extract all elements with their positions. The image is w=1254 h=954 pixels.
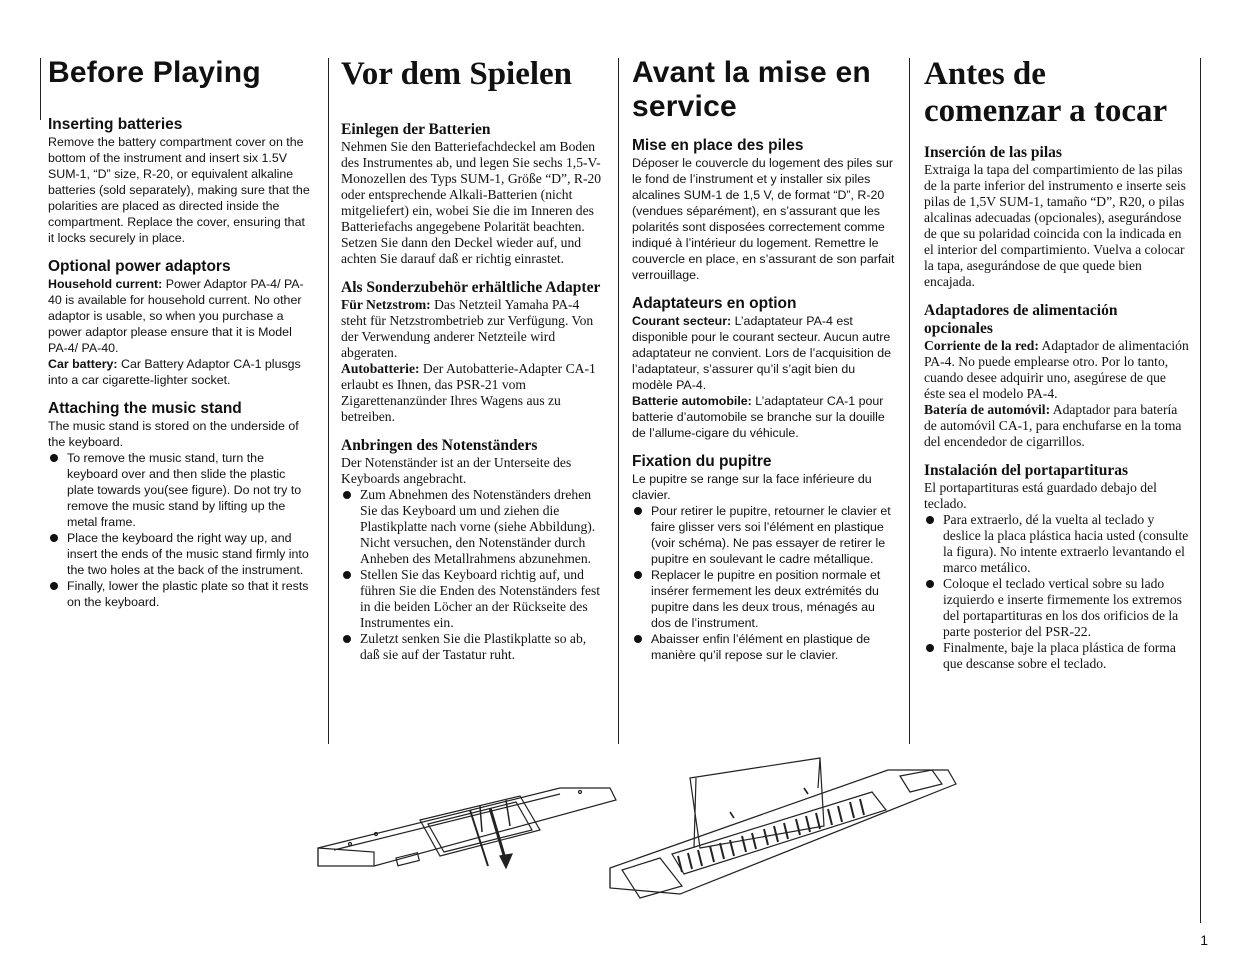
paragraph <box>48 276 314 356</box>
section-heading: Adaptadores de alimentación opcionales <box>924 301 1118 337</box>
paragraph <box>632 313 896 393</box>
term-label: Courant secteur: <box>632 314 732 329</box>
section-batteries <box>48 116 314 246</box>
column-rule <box>40 58 41 120</box>
section-heading: Adaptateurs en option <box>632 295 797 313</box>
term-text: Adaptador de alimentación PA-4. No puede emplearse otro. Por lo tanto, cuando desee adquirir uno, asegúrese de que éste sea el modelo PA-4. <box>924 337 1189 401</box>
paragraph: Déposer le couvercle du logement des piles sur le fond de l’instrument et y installer six piles alcalines SUM-1 de 1,5 V, de format “D”, R-20 (vendues séparément), en s’assurant que les polarités sont disposées correctement comme indiqué à l’intérieur du logement. Remettre le couvercle en place, en s’assurant de son parfait verrouillage. <box>632 156 895 283</box>
bullet-list <box>924 512 1190 672</box>
term-label: Batería de automóvil: <box>924 401 1051 417</box>
page-title: Vor dem Spielen <box>341 56 573 92</box>
term-text: Das Netzteil Yamaha PA-4 steht für Netzstrombetrieb zur Verfügung. Von der Verwendung anderer Netzteile wird abgeraten. <box>341 296 594 360</box>
section-heading: Fixation du pupitre <box>632 453 772 471</box>
list-item: Abaisser enfin l’élément en plastique de manière qu’il repose sur le clavier. <box>632 631 896 663</box>
section-heading: Anbringen des Notenständers <box>341 436 538 454</box>
column-german <box>341 48 605 663</box>
column-rule <box>1200 58 1201 923</box>
term-label: Car battery: <box>48 356 118 371</box>
section-heading: Optional power adaptors <box>48 257 231 275</box>
section-adaptors <box>341 279 605 425</box>
list-item: Pour retirer le pupitre, retourner le clavier et faire glisser vers soi l’élément en plastique (voir schéma). Ne pas essayer de retirer le pupitre en soulevant le cadre métallique. <box>632 503 896 567</box>
term-text: Adaptador para batería de automóvil CA-1, para enchufarse en la toma del encendedor de cigarrillos. <box>924 401 1182 449</box>
page-title: Before Playing <box>48 56 261 89</box>
paragraph: Remove the battery compartment cover on the bottom of the instrument and insert six 1.5V SUM-1, “D” size, R-20, or equivalent alkaline batteries (sold separately), making sure that the polarities are placed as directed inside the compartment. Replace the cover, ensuring that it locks securely in place. <box>48 134 310 245</box>
section-adaptors <box>48 258 314 388</box>
list-item: Finalmente, baje la placa plástica de forma que descanse sobre el teclado. <box>924 640 1190 672</box>
list-item: Para extraerlo, dé la vuelta al teclado y deslice la placa plástica hacia usted (consulte la figura). No intente extraerlo levantando el marco metálico. <box>924 512 1190 576</box>
paragraph: El portapartituras está guardado debajo del teclado. <box>924 479 1157 511</box>
term-label: Corriente de la red: <box>924 337 1039 353</box>
column-rule <box>909 58 910 744</box>
term-text: Der Autobatterie-Adapter CA-1 erlaubt es Ihnen, das PSR-21 vom Zigarettenanzünder Ihres Wagens aus zu betreiben. <box>341 360 596 424</box>
keyboard-underside-drawing <box>318 788 616 868</box>
paragraph: The music stand is stored on the underside of the keyboard. <box>48 418 299 449</box>
list-item: Finally, lower the plastic plate so that it rests on the keyboard. <box>48 578 314 610</box>
term-label: Autobatterie: <box>341 360 420 376</box>
paragraph <box>341 361 605 425</box>
term-text: Power Adaptor PA-4/ PA-40 is available for household current. No other adaptor is usable, so when you purchase a power adaptor please ensure that it is Model PA-4/ PA-40. <box>48 276 304 355</box>
page-title: Avant la mise en service <box>632 56 871 123</box>
bullet-list <box>341 487 605 663</box>
column-rule <box>328 58 329 744</box>
paragraph <box>632 393 896 441</box>
paragraph <box>48 356 314 388</box>
keyboard-with-music-stand-drawing <box>610 758 956 898</box>
section-adaptors <box>924 302 1190 450</box>
term-label: Batterie automobile: <box>632 394 752 409</box>
term-text: L’adaptateur CA-1 pour batterie d’automobile se branche sur la douille de l’allume-cigare du véhicule. <box>632 394 885 441</box>
list-item: Place the keyboard the right way up, and insert the ends of the music stand firmly into the two holes at the back of the instrument. <box>48 530 314 578</box>
section-batteries <box>632 137 896 283</box>
section-batteries <box>341 121 605 267</box>
bullet-list <box>48 450 314 610</box>
paragraph: Der Notenständer ist an der Unterseite des Keyboards angebracht. <box>341 454 572 486</box>
page-number: 1 <box>1200 932 1208 948</box>
paragraph: Extraiga la tapa del compartimiento de las pilas de la parte inferior del instrumento e inserte seis pilas de 1,5V SUM-1, tamaño “D”, R20, o pilas alcalinas adecuadas (opcionales), asegurándose de que su polaridad coincida con la indicada en el interior del compartimiento. Vuelva a colocar la tapa, asegurándose de que quede bien encajada. <box>924 161 1186 289</box>
bullet-list <box>632 503 896 663</box>
section-music-stand <box>924 462 1190 672</box>
section-heading: Attaching the music stand <box>48 399 242 417</box>
paragraph: Le pupitre se range sur la face inférieure du clavier. <box>632 472 872 503</box>
list-item: To remove the music stand, turn the keyboard over and then slide the plastic plate towards you(see figure). Do not try to remove the music stand by lifting up the metal frame. <box>48 450 314 530</box>
paragraph <box>924 338 1190 402</box>
list-item: Zum Abnehmen des Notenständers drehen Sie das Keyboard um und ziehen die Plastikplatte nach vorne (siehe Abbildung). Nicht versuchen, den Notenständer durch Anheben des Metallrahmens abzunehmen. <box>341 487 605 567</box>
paragraph <box>924 402 1190 450</box>
term-label: Household current: <box>48 276 163 291</box>
section-heading: Einlegen der Batterien <box>341 120 491 138</box>
keyboard-illustration <box>310 748 960 916</box>
section-heading: Instalación del portapartituras <box>924 461 1129 479</box>
section-adaptors <box>632 295 896 441</box>
column-french <box>632 48 896 663</box>
column-english <box>48 48 314 610</box>
section-music-stand <box>632 453 896 663</box>
section-heading: Als Sonderzubehör erhältliche Adapter <box>341 278 601 296</box>
page-title: Antes de comenzar a tocar <box>924 56 1168 129</box>
list-item: Zuletzt senken Sie die Plastikplatte so ab, daß sie auf der Tastatur ruht. <box>341 631 605 663</box>
section-heading: Inserción de las pilas <box>924 143 1062 161</box>
list-item: Stellen Sie das Keyboard richtig auf, und führen Sie die Enden des Notenständers fest in die beiden Löcher an der Rückseite des Instrumentes ein. <box>341 567 605 631</box>
column-rule <box>618 58 619 744</box>
paragraph: Nehmen Sie den Batteriefachdeckel am Boden des Instrumentes ab, und legen Sie sechs 1,5-V-Monozellen des Typs SUM-1, Größe “D”, R-20 oder entsprechende Alkali-Batterien (nicht mitgeliefert) ein, wobei Sie die im Inneren des Batteriefachs angegebene Polarität beachten. Setzen Sie dann den Deckel wieder auf, und achten Sie darauf daß er richtig einrastet. <box>341 138 602 266</box>
list-item: Replacer le pupitre en position normale et insérer fermement les deux extrémités du pupitre dans les deux trous, ménagés au dos de l’instrument. <box>632 567 896 631</box>
term-text: L’adaptateur PA-4 est disponible pour le courant secteur. Aucun autre adaptateur ne convient. Lors de l’acquisition de l’adaptateur, s’assurer qu’il s’agit bien du modèle PA-4. <box>632 314 891 393</box>
list-item: Coloque el teclado vertical sobre su lado izquierdo e inserte firmemente los extremos del portapartituras en los dos orificios de la parte posterior del PSR-22. <box>924 576 1190 640</box>
term-label: Für Netzstrom: <box>341 296 431 312</box>
section-music-stand <box>341 437 605 663</box>
section-music-stand <box>48 400 314 610</box>
section-heading: Mise en place des piles <box>632 137 804 155</box>
paragraph <box>341 297 605 361</box>
term-text: Car Battery Adaptor CA-1 plusgs into a car cigarette-lighter socket. <box>48 356 301 387</box>
column-spanish <box>924 48 1190 672</box>
section-batteries <box>924 144 1190 290</box>
section-heading: Inserting batteries <box>48 115 183 133</box>
